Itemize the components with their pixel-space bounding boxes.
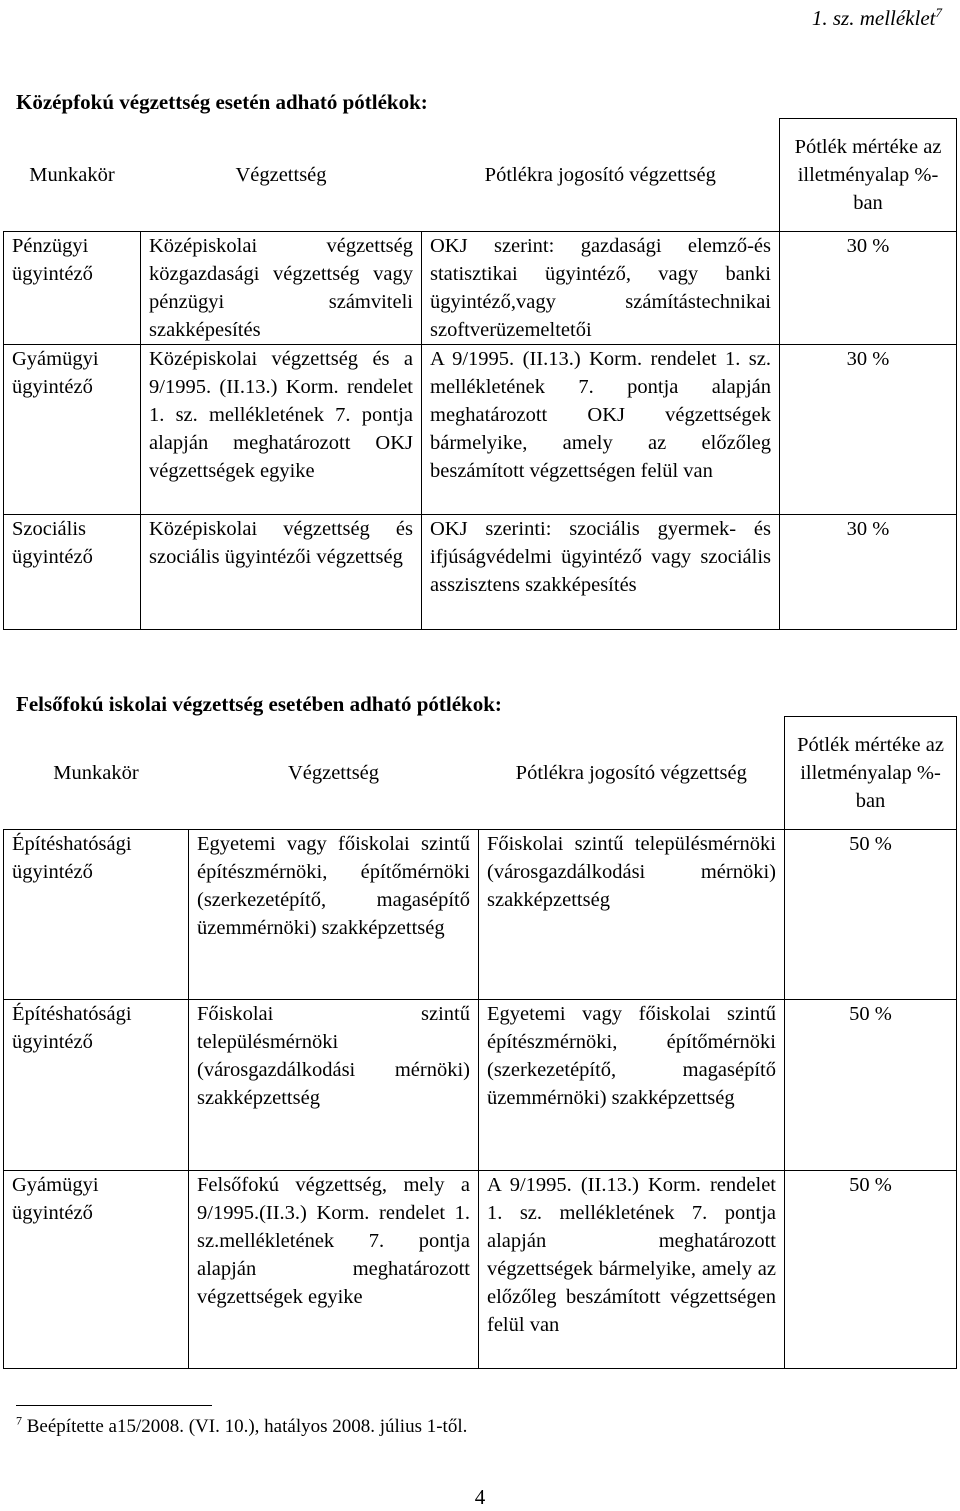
col-header-rate: Pótlék mértéke az illetményalap %-ban bbox=[785, 717, 957, 830]
section1-title: Középfokú végzettség esetén adható pótlékok: bbox=[16, 90, 428, 114]
job-cell: Építéshatósági ügyintéző bbox=[4, 1000, 189, 1171]
rate-cell: 30 % bbox=[780, 515, 957, 630]
qualification-cell: Egyetemi vagy főiskolai szintű építészmérnöki, építőmérnöki (szerkezetépítő, magasépítő üzemmérnöki) szakképzettség bbox=[189, 830, 479, 1000]
footnote-number: 7 bbox=[16, 1413, 22, 1428]
page-number: 4 bbox=[474, 1485, 486, 1509]
col-header-qualification: Végzettség bbox=[189, 717, 479, 830]
footnote-separator bbox=[16, 1405, 212, 1406]
rate-cell: 50 % bbox=[785, 1171, 957, 1369]
job-cell: Gyámügyi ügyintéző bbox=[4, 1171, 189, 1369]
eligible-cell: A 9/1995. (II.13.) Korm. rendelet 1. sz. mellékletének 7. pontja alapján meghatározott OKJ végzettségek bármelyike, amely az előzőleg beszámított végzettségen felül van bbox=[422, 345, 780, 515]
eligible-cell: Egyetemi vagy főiskolai szintű építészmérnöki, építőmérnöki (szerkezetépítő, magasépítő üzemmérnöki) szakképzettség bbox=[479, 1000, 785, 1171]
job-cell: Építéshatósági ügyintéző bbox=[4, 830, 189, 1000]
qualification-cell: Középiskolai végzettség és a 9/1995. (II.13.) Korm. rendelet 1. sz. mellékletének 7. pontja alapján meghatározott OKJ végzettségek egyike bbox=[141, 345, 422, 515]
eligible-cell: A 9/1995. (II.13.) Korm. rendelet 1. sz. mellékletének 7. pontja alapján meghatározott végzettségek bármelyike, amely az előzőleg beszámított végzettségen felül van bbox=[479, 1171, 785, 1369]
eligible-cell: Főiskolai szintű településmérnöki (városgazdálkodási mérnöki) szakképzettség bbox=[479, 830, 785, 1000]
col-header-qualification: Végzettség bbox=[141, 119, 422, 232]
table-row bbox=[4, 830, 957, 1000]
secondary-allowance-table bbox=[3, 118, 957, 630]
higher-ed-allowance-table bbox=[3, 716, 957, 1369]
eligible-cell: OKJ szerint: gazdasági elemző-és statisztikai ügyintéző, vagy banki ügyintéző,vagy számítástechnikai szoftverüzemeltetői bbox=[422, 232, 780, 345]
col-header-job: Munkakör bbox=[4, 119, 141, 232]
section2-title: Felsőfokú iskolai végzettség esetében adható pótlékok: bbox=[16, 692, 502, 716]
footnote bbox=[16, 1413, 467, 1441]
col-header-job: Munkakör bbox=[4, 717, 189, 830]
table-row bbox=[4, 1000, 957, 1171]
col-header-eligible: Pótlékra jogosító végzettség bbox=[422, 119, 780, 232]
rate-cell: 50 % bbox=[785, 830, 957, 1000]
table-row bbox=[4, 232, 957, 345]
qualification-cell: Középiskolai végzettség és szociális ügyintézői végzettség bbox=[141, 515, 422, 630]
annex-footnote-ref: 7 bbox=[935, 5, 942, 20]
col-header-eligible: Pótlékra jogosító végzettség bbox=[479, 717, 785, 830]
table-row bbox=[4, 345, 957, 515]
col-header-rate: Pótlék mértéke az illetményalap %-ban bbox=[780, 119, 957, 232]
rate-cell: 30 % bbox=[780, 232, 957, 345]
table-row bbox=[4, 1171, 957, 1369]
footnote-text: Beépítette a15/2008. (VI. 10.), hatályos 2008. július 1-től. bbox=[26, 1416, 468, 1437]
qualification-cell: Középiskolai végzettség közgazdasági végzettség vagy pénzügyi számviteli szakképesítés bbox=[141, 232, 422, 345]
eligible-cell: OKJ szerinti: szociális gyermek- és ifjúságvédelmi ügyintéző vagy szociális asszisztens szakképesítés bbox=[422, 515, 780, 630]
table-row bbox=[4, 515, 957, 630]
job-cell: Gyámügyi ügyintéző bbox=[4, 345, 141, 515]
job-cell: Szociális ügyintéző bbox=[4, 515, 141, 630]
qualification-cell: Felsőfokú végzettség, mely a 9/1995.(II.3.) Korm. rendelet 1. sz.mellékletének 7. pontja alapján meghatározott végzettségek egyike bbox=[189, 1171, 479, 1369]
qualification-cell: Főiskolai szintű településmérnöki (városgazdálkodási mérnöki) szakképzettség bbox=[189, 1000, 479, 1171]
rate-cell: 30 % bbox=[780, 345, 957, 515]
job-cell: Pénzügyi ügyintéző bbox=[4, 232, 141, 345]
annex-label: 1. sz. melléklet$^7$ bbox=[811, 5, 942, 30]
rate-cell: 50 % bbox=[785, 1000, 957, 1171]
